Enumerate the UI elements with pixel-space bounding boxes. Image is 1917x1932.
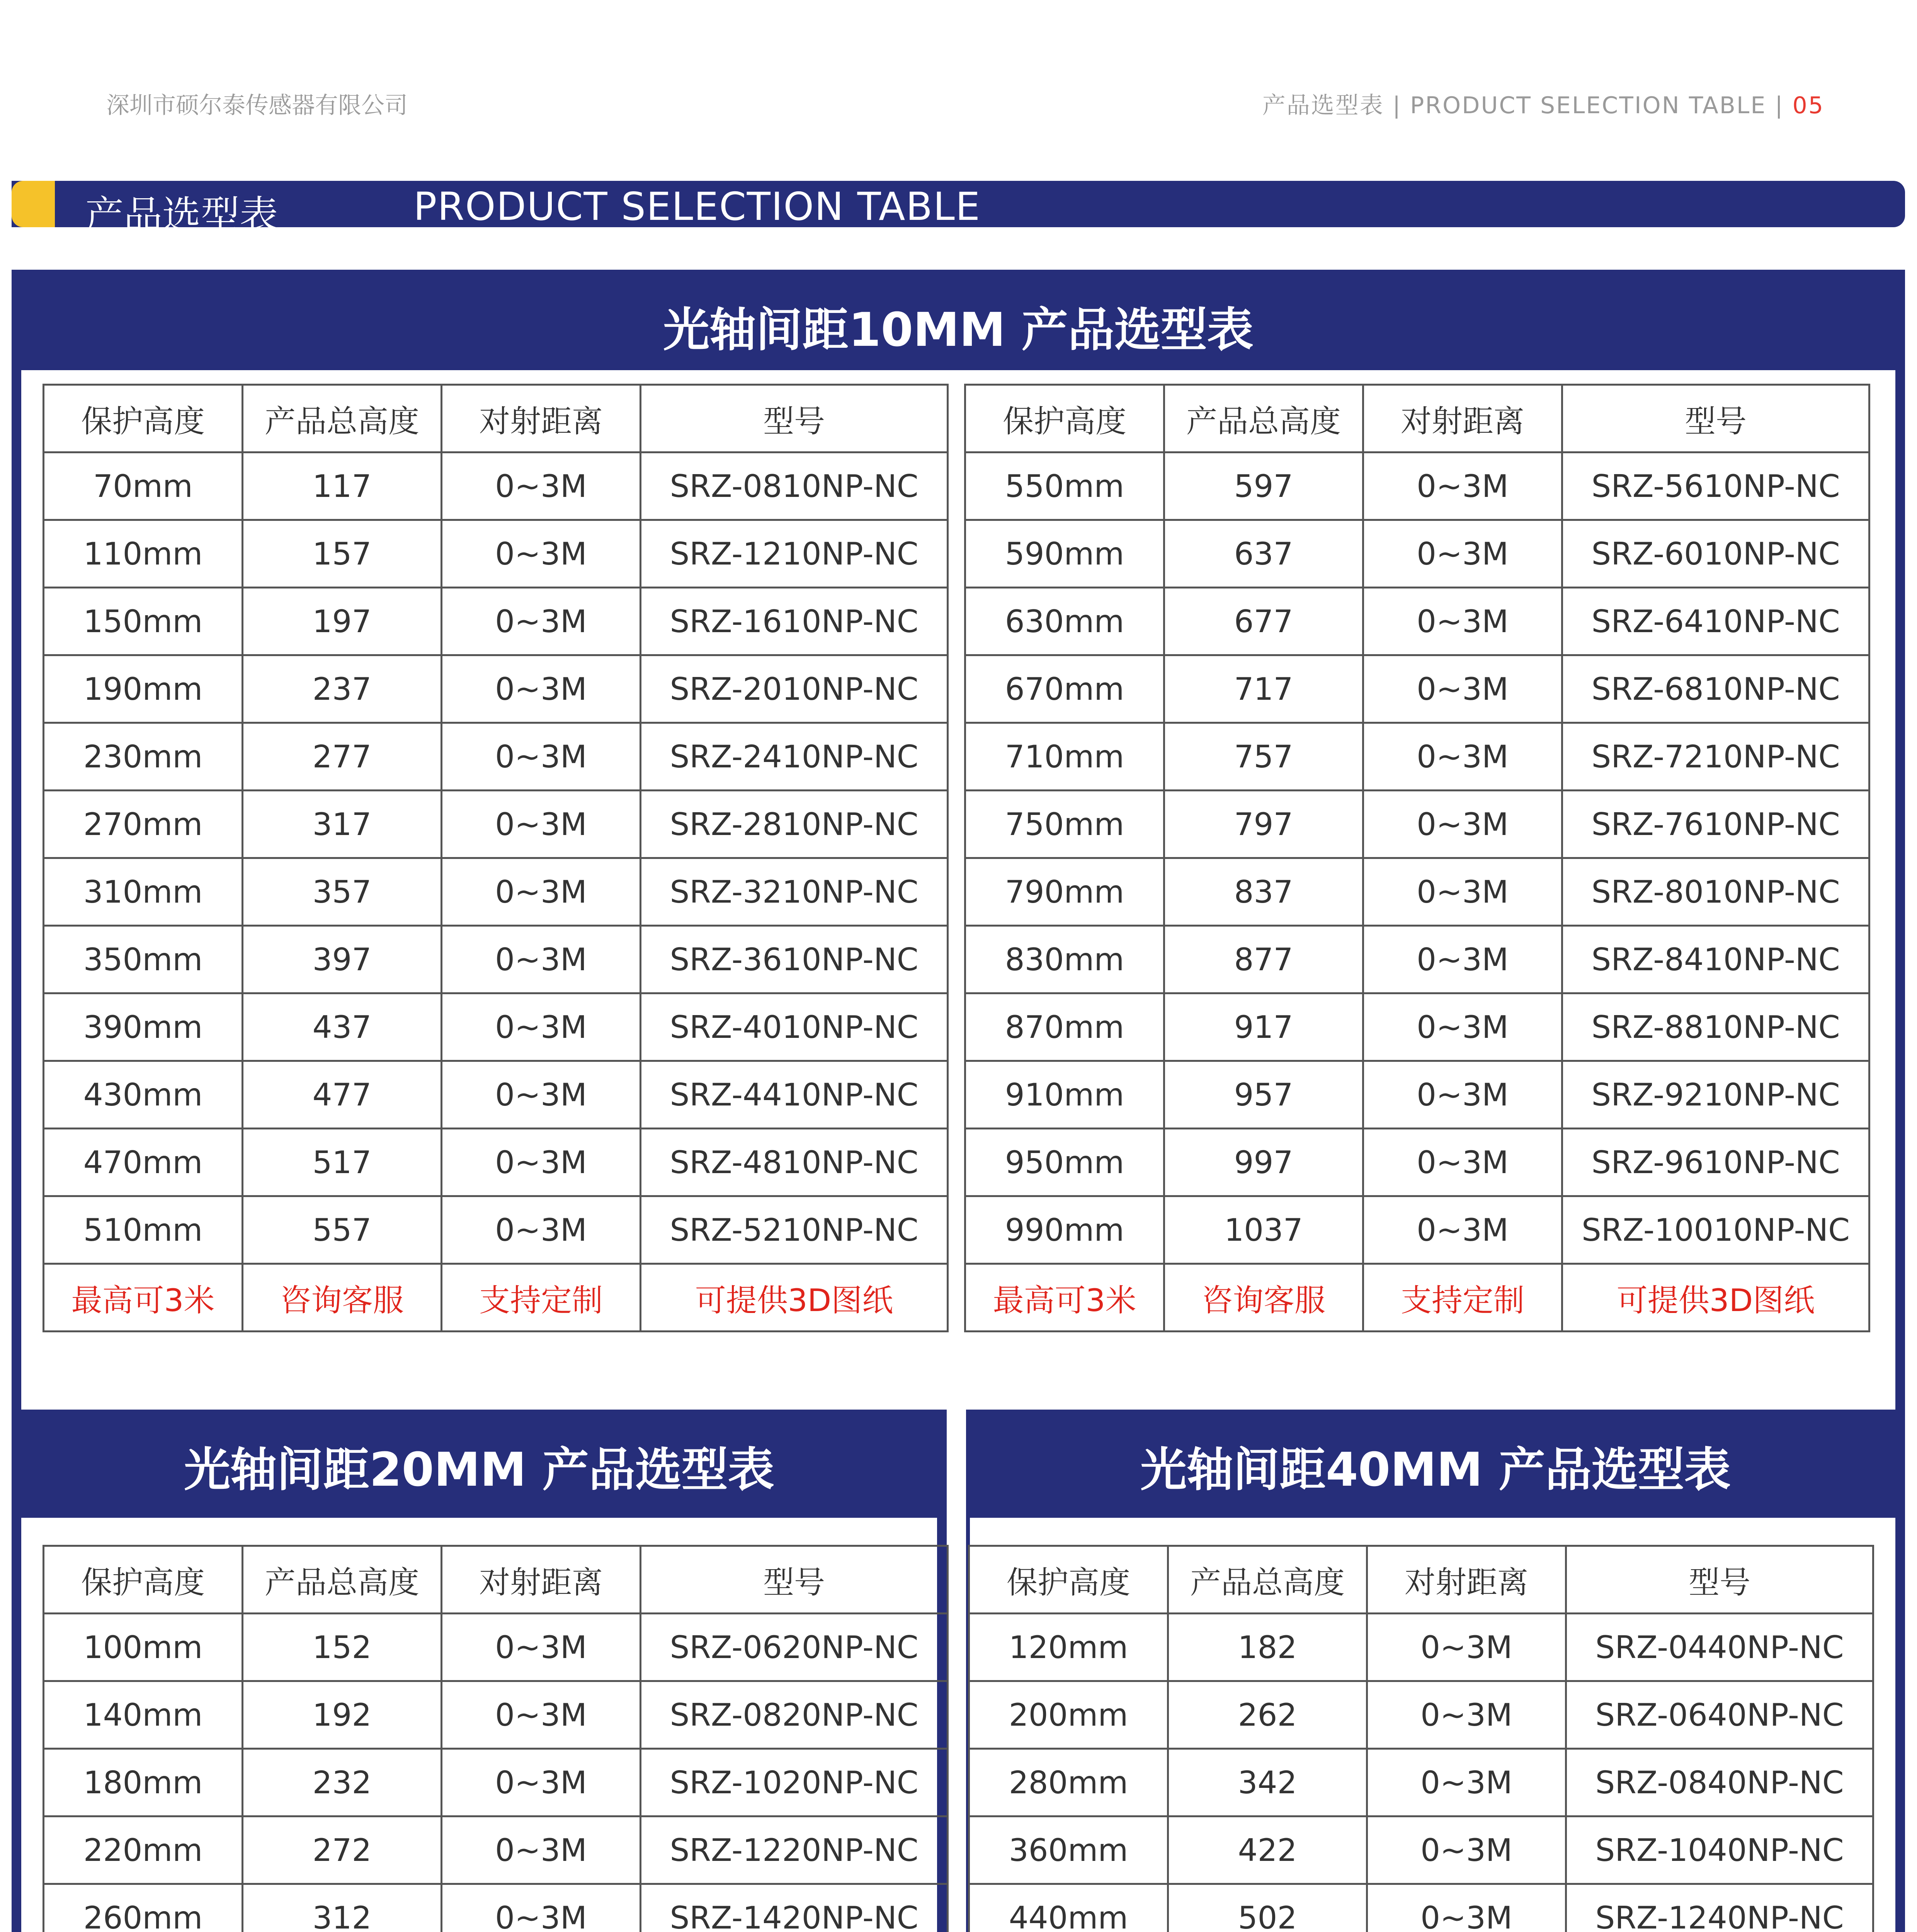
column-header: 型号 <box>641 1546 948 1614</box>
range-cell: 0~3M <box>1367 1884 1566 1932</box>
protect-height-cell: 180mm <box>44 1749 243 1816</box>
range-cell: 0~3M <box>1363 858 1562 926</box>
table-row <box>44 1614 948 1681</box>
total-height-cell: 797 <box>1164 791 1363 858</box>
range-cell: 0~3M <box>1367 1681 1566 1749</box>
table-row <box>965 858 1869 926</box>
protect-height-cell: 200mm <box>969 1681 1168 1749</box>
total-height-cell: 262 <box>1168 1681 1367 1749</box>
table-row <box>969 1614 1873 1681</box>
model-cell: SRZ-5210NP-NC <box>641 1196 948 1264</box>
protect-height-cell: 950mm <box>965 1129 1164 1196</box>
model-cell: SRZ-6010NP-NC <box>1562 520 1869 588</box>
total-height-cell: 192 <box>243 1681 442 1749</box>
table-row <box>44 655 948 723</box>
table-row <box>965 1129 1869 1196</box>
table-row <box>44 1816 948 1884</box>
section-40mm-title: 光轴间距40MM 产品选型表 <box>1140 1443 1731 1497</box>
protect-height-cell: 990mm <box>965 1196 1164 1264</box>
model-cell: SRZ-1420NP-NC <box>641 1884 948 1932</box>
model-cell: SRZ-7210NP-NC <box>1562 723 1869 791</box>
footer-note: 支持定制 <box>1363 1264 1562 1332</box>
model-cell: SRZ-0640NP-NC <box>1566 1681 1873 1749</box>
protect-height-cell: 120mm <box>969 1614 1168 1681</box>
total-height-cell: 422 <box>1168 1816 1367 1884</box>
model-cell: SRZ-1040NP-NC <box>1566 1816 1873 1884</box>
range-cell: 0~3M <box>442 1749 641 1816</box>
model-cell: SRZ-0440NP-NC <box>1566 1614 1873 1681</box>
table-row <box>44 1749 948 1816</box>
table-row <box>965 520 1869 588</box>
range-cell: 0~3M <box>1363 1061 1562 1129</box>
total-height-cell: 277 <box>243 723 442 791</box>
column-header: 保护高度 <box>965 385 1164 452</box>
footer-note: 咨询客服 <box>243 1264 442 1332</box>
total-height-cell: 152 <box>243 1614 442 1681</box>
table-row <box>44 1681 948 1749</box>
table-footer-row <box>965 1264 1869 1332</box>
model-cell: SRZ-4410NP-NC <box>641 1061 948 1129</box>
total-height-cell: 997 <box>1164 1129 1363 1196</box>
footer-note: 可提供3D图纸 <box>1562 1264 1869 1332</box>
table-row <box>44 926 948 993</box>
total-height-cell: 272 <box>243 1816 442 1884</box>
footer-note: 可提供3D图纸 <box>641 1264 948 1332</box>
protect-height-cell: 270mm <box>44 791 243 858</box>
protect-height-cell: 360mm <box>969 1816 1168 1884</box>
protect-height-cell: 110mm <box>44 520 243 588</box>
model-cell: SRZ-4810NP-NC <box>641 1129 948 1196</box>
table-row <box>44 520 948 588</box>
protect-height-cell: 220mm <box>44 1816 243 1884</box>
range-cell: 0~3M <box>442 993 641 1061</box>
column-header: 产品总高度 <box>1164 385 1363 452</box>
section-20mm-panel <box>21 1518 937 1932</box>
column-header: 对射距离 <box>1363 385 1562 452</box>
range-cell: 0~3M <box>442 1884 641 1932</box>
protect-height-cell: 830mm <box>965 926 1164 993</box>
protect-height-cell: 750mm <box>965 791 1164 858</box>
range-cell: 0~3M <box>442 1816 641 1884</box>
protect-height-cell: 630mm <box>965 588 1164 655</box>
footer-note: 最高可3米 <box>965 1264 1164 1332</box>
model-cell: SRZ-0840NP-NC <box>1566 1749 1873 1816</box>
table-10mm-left <box>43 384 949 1332</box>
section-10mm-title: 光轴间距10MM 产品选型表 <box>663 303 1254 357</box>
protect-height-cell: 150mm <box>44 588 243 655</box>
range-cell: 0~3M <box>442 1614 641 1681</box>
column-header: 产品总高度 <box>243 1546 442 1614</box>
table-row <box>965 723 1869 791</box>
model-cell: SRZ-0620NP-NC <box>641 1614 948 1681</box>
model-cell: SRZ-8810NP-NC <box>1562 993 1869 1061</box>
title-accent <box>12 181 55 227</box>
total-height-cell: 182 <box>1168 1614 1367 1681</box>
section-40mm <box>966 1410 1905 1932</box>
total-height-cell: 317 <box>243 791 442 858</box>
range-cell: 0~3M <box>1363 1129 1562 1196</box>
total-height-cell: 917 <box>1164 993 1363 1061</box>
section-title-bar <box>12 181 1905 238</box>
protect-height-cell: 440mm <box>969 1884 1168 1932</box>
table-row <box>44 723 948 791</box>
table-row <box>965 791 1869 858</box>
range-cell: 0~3M <box>442 588 641 655</box>
table-40mm <box>968 1545 1874 1932</box>
model-cell: SRZ-0810NP-NC <box>641 452 948 520</box>
range-cell: 0~3M <box>442 858 641 926</box>
table-20mm <box>43 1545 949 1932</box>
model-cell: SRZ-1210NP-NC <box>641 520 948 588</box>
model-cell: SRZ-8010NP-NC <box>1562 858 1869 926</box>
title-chinese: 产品选型表 <box>85 192 278 238</box>
protect-height-cell: 870mm <box>965 993 1164 1061</box>
model-cell: SRZ-1610NP-NC <box>641 588 948 655</box>
protect-height-cell: 670mm <box>965 655 1164 723</box>
protect-height-cell: 100mm <box>44 1614 243 1681</box>
total-height-cell: 157 <box>243 520 442 588</box>
column-header: 对射距离 <box>1367 1546 1566 1614</box>
section-10mm-panel <box>21 370 1895 1410</box>
total-height-cell: 557 <box>243 1196 442 1264</box>
range-cell: 0~3M <box>1363 655 1562 723</box>
range-cell: 0~3M <box>442 791 641 858</box>
section-20mm-title: 光轴间距20MM 产品选型表 <box>184 1443 774 1497</box>
page-header <box>1262 87 1824 120</box>
table-row <box>44 452 948 520</box>
range-cell: 0~3M <box>442 1681 641 1749</box>
table-row <box>44 1196 948 1264</box>
range-cell: 0~3M <box>1363 926 1562 993</box>
section-10mm <box>12 270 1905 1410</box>
range-cell: 0~3M <box>442 1196 641 1264</box>
table-10mm-right <box>964 384 1870 1332</box>
protect-height-cell: 790mm <box>965 858 1164 926</box>
protect-height-cell: 430mm <box>44 1061 243 1129</box>
total-height-cell: 877 <box>1164 926 1363 993</box>
total-height-cell: 237 <box>243 655 442 723</box>
header-title: 产品选型表 | PRODUCT SELECTION TABLE | <box>1262 92 1784 119</box>
table-row <box>965 1196 1869 1264</box>
column-header: 保护高度 <box>969 1546 1168 1614</box>
table-row <box>44 791 948 858</box>
column-header: 产品总高度 <box>1168 1546 1367 1614</box>
model-cell: SRZ-6410NP-NC <box>1562 588 1869 655</box>
protect-height-cell: 260mm <box>44 1884 243 1932</box>
model-cell: SRZ-2410NP-NC <box>641 723 948 791</box>
model-cell: SRZ-2810NP-NC <box>641 791 948 858</box>
range-cell: 0~3M <box>1363 993 1562 1061</box>
range-cell: 0~3M <box>1367 1614 1566 1681</box>
total-height-cell: 757 <box>1164 723 1363 791</box>
section-40mm-panel <box>970 1518 1895 1932</box>
total-height-cell: 232 <box>243 1749 442 1816</box>
total-height-cell: 477 <box>243 1061 442 1129</box>
protect-height-cell: 710mm <box>965 723 1164 791</box>
total-height-cell: 117 <box>243 452 442 520</box>
column-header: 型号 <box>1562 385 1869 452</box>
range-cell: 0~3M <box>1363 452 1562 520</box>
model-cell: SRZ-3210NP-NC <box>641 858 948 926</box>
company-name: 深圳市硕尔泰传感器有限公司 <box>106 92 408 119</box>
table-row <box>969 1749 1873 1816</box>
protect-height-cell: 390mm <box>44 993 243 1061</box>
range-cell: 0~3M <box>1367 1749 1566 1816</box>
protect-height-cell: 590mm <box>965 520 1164 588</box>
column-header: 保护高度 <box>44 1546 243 1614</box>
column-header: 型号 <box>1566 1546 1873 1614</box>
total-height-cell: 342 <box>1168 1749 1367 1816</box>
protect-height-cell: 510mm <box>44 1196 243 1264</box>
total-height-cell: 357 <box>243 858 442 926</box>
column-header: 保护高度 <box>44 385 243 452</box>
total-height-cell: 717 <box>1164 655 1363 723</box>
total-height-cell: 502 <box>1168 1884 1367 1932</box>
total-height-cell: 957 <box>1164 1061 1363 1129</box>
range-cell: 0~3M <box>442 1129 641 1196</box>
protect-height-cell: 550mm <box>965 452 1164 520</box>
range-cell: 0~3M <box>1363 588 1562 655</box>
model-cell: SRZ-9210NP-NC <box>1562 1061 1869 1129</box>
total-height-cell: 312 <box>243 1884 442 1932</box>
table-row <box>965 926 1869 993</box>
table-header-row <box>965 385 1869 452</box>
protect-height-cell: 310mm <box>44 858 243 926</box>
table-row <box>969 1884 1873 1932</box>
section-20mm <box>12 1410 947 1932</box>
table-row <box>965 655 1869 723</box>
range-cell: 0~3M <box>442 1061 641 1129</box>
total-height-cell: 197 <box>243 588 442 655</box>
range-cell: 0~3M <box>1363 723 1562 791</box>
total-height-cell: 677 <box>1164 588 1363 655</box>
page-number: 05 <box>1792 92 1824 119</box>
table-row <box>965 993 1869 1061</box>
model-cell: SRZ-8410NP-NC <box>1562 926 1869 993</box>
range-cell: 0~3M <box>442 723 641 791</box>
table-header-row <box>44 1546 948 1614</box>
table-row <box>969 1681 1873 1749</box>
table-row <box>44 993 948 1061</box>
model-cell: SRZ-1220NP-NC <box>641 1816 948 1884</box>
protect-height-cell: 70mm <box>44 452 243 520</box>
range-cell: 0~3M <box>442 655 641 723</box>
table-header-row <box>969 1546 1873 1614</box>
table-row <box>44 1061 948 1129</box>
table-row <box>969 1816 1873 1884</box>
protect-height-cell: 280mm <box>969 1749 1168 1816</box>
range-cell: 0~3M <box>442 520 641 588</box>
table-row <box>44 588 948 655</box>
range-cell: 0~3M <box>1363 1196 1562 1264</box>
table-footer-row <box>44 1264 948 1332</box>
range-cell: 0~3M <box>1363 791 1562 858</box>
model-cell: SRZ-0820NP-NC <box>641 1681 948 1749</box>
title-english: PRODUCT SELECTION TABLE <box>413 184 981 229</box>
model-cell: SRZ-3610NP-NC <box>641 926 948 993</box>
footer-note: 咨询客服 <box>1164 1264 1363 1332</box>
model-cell: SRZ-7610NP-NC <box>1562 791 1869 858</box>
table-header-row <box>44 385 948 452</box>
range-cell: 0~3M <box>1363 520 1562 588</box>
column-header: 对射距离 <box>442 1546 641 1614</box>
total-height-cell: 517 <box>243 1129 442 1196</box>
protect-height-cell: 190mm <box>44 655 243 723</box>
range-cell: 0~3M <box>442 926 641 993</box>
range-cell: 0~3M <box>442 452 641 520</box>
footer-note: 最高可3米 <box>44 1264 243 1332</box>
model-cell: SRZ-9610NP-NC <box>1562 1129 1869 1196</box>
range-cell: 0~3M <box>1367 1816 1566 1884</box>
protect-height-cell: 140mm <box>44 1681 243 1749</box>
protect-height-cell: 230mm <box>44 723 243 791</box>
total-height-cell: 597 <box>1164 452 1363 520</box>
total-height-cell: 637 <box>1164 520 1363 588</box>
total-height-cell: 437 <box>243 993 442 1061</box>
total-height-cell: 837 <box>1164 858 1363 926</box>
total-height-cell: 1037 <box>1164 1196 1363 1264</box>
model-cell: SRZ-5610NP-NC <box>1562 452 1869 520</box>
column-header: 型号 <box>641 385 948 452</box>
table-row <box>965 1061 1869 1129</box>
protect-height-cell: 470mm <box>44 1129 243 1196</box>
model-cell: SRZ-6810NP-NC <box>1562 655 1869 723</box>
table-row <box>44 1129 948 1196</box>
model-cell: SRZ-1240NP-NC <box>1566 1884 1873 1932</box>
model-cell: SRZ-4010NP-NC <box>641 993 948 1061</box>
model-cell: SRZ-10010NP-NC <box>1562 1196 1869 1264</box>
protect-height-cell: 350mm <box>44 926 243 993</box>
column-header: 对射距离 <box>442 385 641 452</box>
total-height-cell: 397 <box>243 926 442 993</box>
column-header: 产品总高度 <box>243 385 442 452</box>
table-row <box>965 452 1869 520</box>
table-row <box>44 858 948 926</box>
footer-note: 支持定制 <box>442 1264 641 1332</box>
model-cell: SRZ-2010NP-NC <box>641 655 948 723</box>
protect-height-cell: 910mm <box>965 1061 1164 1129</box>
table-row <box>965 588 1869 655</box>
model-cell: SRZ-1020NP-NC <box>641 1749 948 1816</box>
table-row <box>44 1884 948 1932</box>
